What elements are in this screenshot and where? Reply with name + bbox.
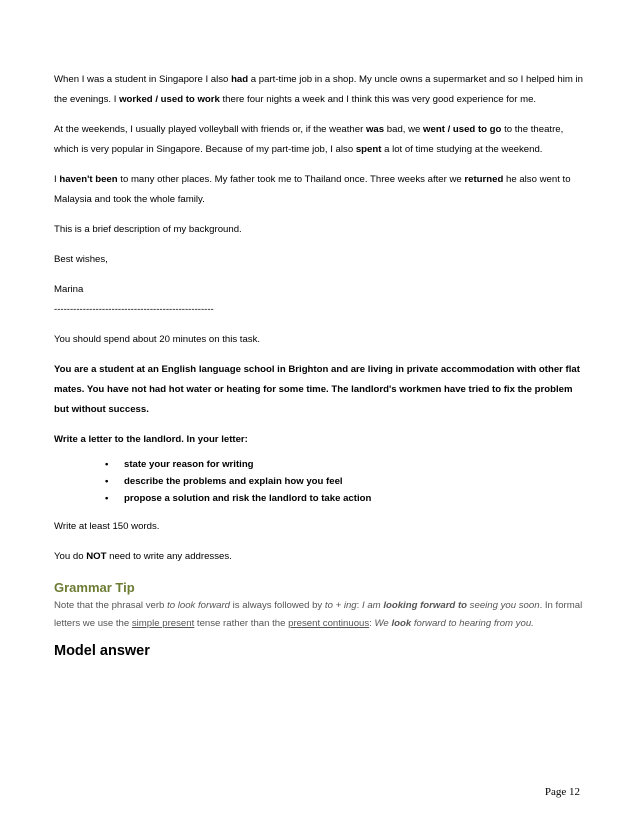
letter-closing: Best wishes, <box>54 254 108 265</box>
letter-paragraph-1: When I was a student in Singapore I also had a part-time job in a shop. My uncle owns a supermarket and so I helped him in the evenings. I worked / used to work there four nights a week and I think this was very good experience for me. <box>54 74 584 105</box>
list-item: • describe the problems and explain how you feel <box>54 473 590 490</box>
task-scenario: You are a student at an English language school in Brighton and are living in private accommodation with other flat mates. You have not had hot water or heating for some time. The landlord's workmen have tried to fix the problem but without success. <box>54 364 580 415</box>
letter-paragraph-2: At the weekends, I usually played volleyball with friends or, if the weather was bad, we went / used to go to the theatre, which is very popular in Singapore. Because of my part-time job, I also spent a lot of time studying at the weekend. <box>54 124 564 155</box>
letter-signature: Marina <box>54 284 84 295</box>
list-item: • propose a solution and risk the landlord to take action <box>54 490 590 507</box>
grammar-tip-section <box>54 579 590 633</box>
task-bullet-list <box>54 456 590 507</box>
task-word-count: Write at least 150 words. <box>54 521 160 532</box>
page-number: Page 12 <box>544 786 580 798</box>
list-item: • state your reason for writing <box>54 456 590 473</box>
section-divider: -------------------------------------------------- <box>54 304 214 315</box>
task-address-note: You do NOT need to write any addresses. <box>54 551 232 562</box>
model-answer-heading: Model answer <box>54 643 150 659</box>
task-instruction: Write a letter to the landlord. In your letter: <box>54 434 248 445</box>
letter-paragraph-3: I haven't been to many other places. My father took me to Thailand once. Three weeks after we returned he also went to Malaysia and took the whole family. <box>54 174 571 205</box>
grammar-tip-text: Note that the phrasal verb to look forward is always followed by to + ing: I am looking forward to seeing you soon. In formal letters we use the simple present tense rather than the present continuous: We look forward to hearing from you. <box>54 600 583 629</box>
letter-paragraph-4: This is a brief description of my background. <box>54 224 242 235</box>
grammar-tip-heading: Grammar Tip <box>54 580 135 595</box>
document-body <box>54 70 590 661</box>
task-time-note: You should spend about 20 minutes on this task. <box>54 334 261 345</box>
